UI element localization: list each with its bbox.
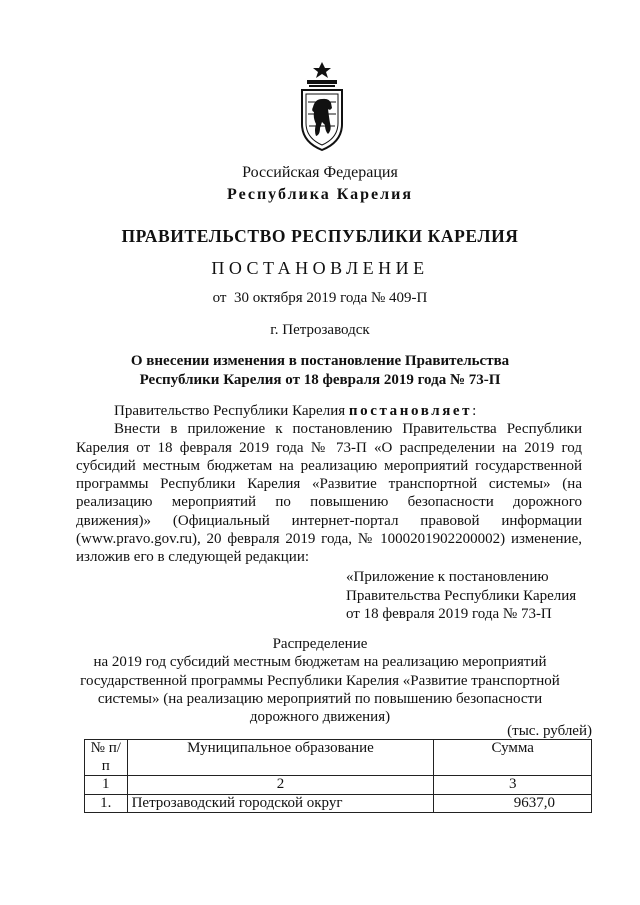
document-subject [0, 352, 640, 390]
units-label: (тыс. рублей) [507, 723, 592, 739]
intro-colon: : [472, 403, 477, 419]
header-sum: Сумма [434, 740, 592, 776]
annex-reference [346, 568, 596, 624]
country-name: Российская Федерация [242, 164, 398, 181]
distribution-heading [70, 635, 570, 726]
document-body [76, 402, 582, 567]
government-title: ПРАВИТЕЛЬСТВО РЕСПУБЛИКИ КАРЕЛИЯ [121, 226, 519, 246]
annex-line-3: от 18 февраля 2019 года № 73-П [346, 606, 552, 622]
intro-decree-word: постановляет [348, 403, 473, 419]
document-type: ПОСТАНОВЛЕНИЕ [211, 258, 429, 278]
row-municipality: Петрозаводский городской округ [127, 794, 434, 813]
numbering-col-1: 1 [85, 776, 128, 795]
distribution-title: Распределение [272, 636, 368, 652]
republic-name: Республика Карелия [227, 186, 413, 203]
document-date-number: от 30 октября 2019 года № 409-П [212, 290, 428, 306]
header-municipality: Муниципальное образование [127, 740, 434, 776]
intro-text: Правительство Республики Карелия [114, 403, 349, 419]
table-numbering-row [85, 776, 592, 795]
distribution-text: на 2019 год субсидий местным бюджетам на реализацию мероприятий государственной программы Республики Карелия «Развитие транспортной системы» (на реализацию мероприятий по повышению безопасности дорожного движения) [80, 654, 560, 726]
distribution-table [84, 739, 592, 813]
coat-of-arms-emblem [298, 62, 346, 152]
row-number: 1. [85, 794, 128, 813]
table-row [85, 794, 592, 813]
header-number: № п/п [85, 740, 128, 776]
annex-line-2: Правительства Республики Карелия [346, 587, 577, 604]
subject-line-2: Республики Карелия от 18 февраля 2019 года № 73-П [139, 372, 501, 388]
annex-line-1: «Приложение к постановлению [346, 569, 549, 585]
table-header-row [85, 740, 592, 776]
numbering-col-2: 2 [127, 776, 434, 795]
numbering-col-3: 3 [434, 776, 592, 795]
main-paragraph: Внести в приложение к постановлению Правительства Республики Карелия от 18 февраля 2019 года № 73-П «О распределении на 2019 год субсидий местным бюджетам на реализацию мероприятий государственной программы Республики Карелия «Развитие транспортной системы» (на реализацию мероприятий по повышению безопасности дорожного движения)» (Официальный интернет-портал правовой информации (www.pravo.gov.ru), 20 февраля 2019 года, № 1000201902200002) изменение, изложив его в следующей редакции: [76, 421, 582, 566]
document-city: г. Петрозаводск [270, 322, 370, 338]
subject-line-1: О внесении изменения в постановление Правительства [130, 353, 510, 369]
intro-paragraph [76, 402, 582, 420]
row-sum: 9637,0 [434, 794, 592, 813]
